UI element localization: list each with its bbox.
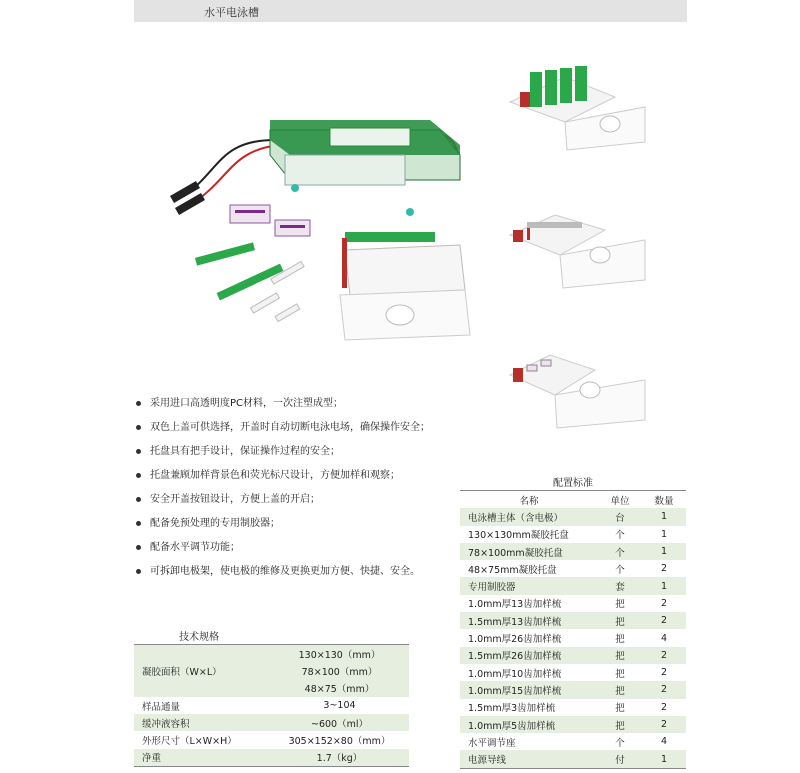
config-item-qty: 2 (642, 681, 686, 698)
config-item-name: 1.5mm厚13齿加样梳 (460, 612, 598, 629)
table-row (460, 733, 686, 750)
config-item-name: 专用制胶器 (460, 577, 598, 594)
config-table (460, 490, 686, 769)
config-header-qty: 数量 (642, 491, 686, 509)
config-item-qty: 1 (642, 526, 686, 543)
spec-value: 305×152×80（mm） (270, 731, 409, 748)
config-item-unit: 把 (598, 664, 642, 681)
config-item-qty: 2 (642, 595, 686, 612)
table-row (460, 595, 686, 612)
spec-gel-area-value: 130×130（mm） (270, 645, 409, 663)
feature-item: 双色上盖可供选择，开盖时自动切断电泳电场，确保操作安全； (134, 422, 430, 446)
config-item-qty: 2 (642, 664, 686, 681)
config-item-unit: 把 (598, 595, 642, 612)
config-item-name: 1.0mm厚26齿加样梳 (460, 629, 598, 646)
feature-item: 托盘具有把手设计，保证操作过程的安全； (134, 446, 430, 470)
config-item-qty: 1 (642, 577, 686, 594)
feature-item: 托盘兼顾加样背景色和荧光标尺设计，方便加样和观察； (134, 470, 430, 494)
spec-value: 1.7（kg） (270, 749, 409, 767)
spec-gel-area-label: 凝胶面积（W×L） (134, 662, 270, 679)
config-item-name: 电泳槽主体（含电极） (460, 508, 598, 525)
spec-key: 净重 (134, 749, 270, 767)
config-item-qty: 2 (642, 560, 686, 577)
config-header-unit: 单位 (598, 491, 642, 509)
spec-key: 缓冲液容积 (134, 714, 270, 731)
gel-caster-large-tray-image (505, 62, 650, 152)
table-row (460, 647, 686, 664)
spec-key: 样品通量 (134, 697, 270, 714)
page-title: 水平电泳槽 (204, 6, 259, 19)
table-row (460, 664, 686, 681)
feature-item: 采用进口高透明度PC材料，一次注塑成型； (134, 398, 430, 422)
config-item-unit: 把 (598, 716, 642, 733)
config-item-unit: 把 (598, 612, 642, 629)
config-item-qty: 4 (642, 629, 686, 646)
spec-value: ~600（ml） (270, 714, 409, 731)
config-item-name: 水平调节座 (460, 733, 598, 750)
config-item-name: 1.0mm厚13齿加样梳 (460, 595, 598, 612)
spec-value: 3~104 (270, 697, 409, 714)
config-item-unit: 个 (598, 526, 642, 543)
config-item-name: 48×75mm凝胶托盘 (460, 560, 598, 577)
config-item-name: 1.5mm厚3齿加样梳 (460, 699, 598, 716)
config-item-name: 78×100mm凝胶托盘 (460, 543, 598, 560)
config-item-unit: 个 (598, 543, 642, 560)
table-row (460, 612, 686, 629)
config-item-qty: 2 (642, 647, 686, 664)
config-title: 配置标准 (553, 478, 593, 489)
config-item-qty: 1 (642, 508, 686, 525)
table-row (460, 681, 686, 698)
config-item-name: 1.0mm厚10齿加样梳 (460, 664, 598, 681)
config-item-qty: 4 (642, 733, 686, 750)
config-item-unit: 把 (598, 629, 642, 646)
feature-list (134, 398, 430, 590)
gel-caster-small-tray-image (505, 340, 650, 430)
table-row (460, 543, 686, 560)
config-item-qty: 2 (642, 612, 686, 629)
config-item-name: 1.0mm厚5齿加样梳 (460, 716, 598, 733)
config-item-name: 1.5mm厚26齿加样梳 (460, 647, 598, 664)
feature-item: 配备免预处理的专用制胶器； (134, 518, 430, 542)
config-item-unit: 个 (598, 560, 642, 577)
config-item-unit: 付 (598, 750, 642, 768)
table-row (460, 508, 686, 525)
table-row (460, 750, 686, 768)
config-item-name: 130×130mm凝胶托盘 (460, 526, 598, 543)
config-item-unit: 把 (598, 647, 642, 664)
config-item-name: 1.0mm厚15齿加样梳 (460, 681, 598, 698)
config-item-unit: 台 (598, 508, 642, 525)
table-row (460, 699, 686, 716)
config-item-qty: 2 (642, 716, 686, 733)
electrophoresis-tank-image (160, 100, 480, 345)
title-bar (134, 0, 687, 22)
spec-key: 外形尺寸（L×W×H） (134, 731, 270, 748)
gel-caster-medium-tray-image (505, 200, 650, 290)
spec-table (134, 644, 409, 767)
config-item-name: 电源导线 (460, 750, 598, 768)
config-item-unit: 个 (598, 733, 642, 750)
config-item-qty: 1 (642, 543, 686, 560)
config-item-unit: 套 (598, 577, 642, 594)
spec-gel-area-value: 48×75（mm） (270, 680, 409, 697)
table-row (460, 560, 686, 577)
table-row (460, 716, 686, 733)
config-item-qty: 1 (642, 750, 686, 768)
config-header-name: 名称 (460, 491, 598, 509)
feature-item: 可拆卸电极架，使电极的维修及更换更加方便、快捷、安全。 (134, 566, 430, 590)
feature-item: 配备水平调节功能； (134, 542, 430, 566)
spec-gel-area-value: 78×100（mm） (270, 662, 409, 679)
config-item-qty: 2 (642, 699, 686, 716)
table-row (460, 526, 686, 543)
config-item-unit: 把 (598, 681, 642, 698)
table-row (460, 577, 686, 594)
feature-item: 安全开盖按钮设计，方便上盖的开启； (134, 494, 430, 518)
spec-title: 技术规格 (179, 632, 219, 643)
table-row (460, 629, 686, 646)
config-item-unit: 把 (598, 699, 642, 716)
